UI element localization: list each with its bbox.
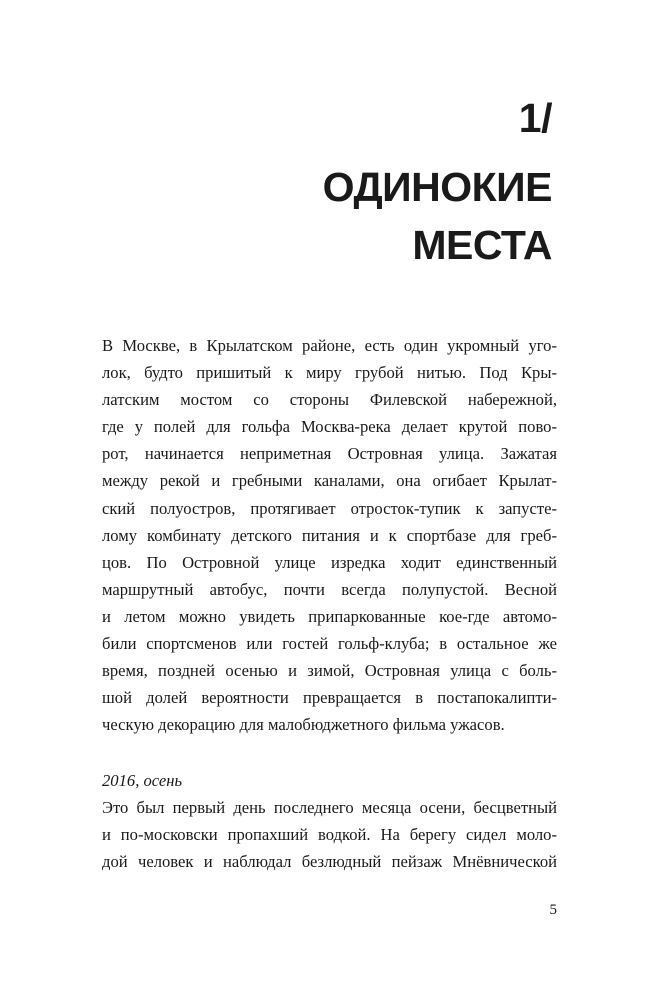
text-line: и летом можно увидеть припаркованные кое-где автомо- <box>102 606 557 626</box>
text-line: между рекой и гребными каналами, она огибает Крылат- <box>102 471 557 491</box>
text-line: латским мостом со стороны Филевской набережной, <box>102 390 557 410</box>
text-line: ческую декорацию для малобюджетного фильма ужасов. <box>102 715 505 735</box>
text-line: ский полуостров, протягивает отросток-тупик к запусте- <box>102 498 557 518</box>
text-line: лок, будто пришитый к миру грубой нитью. Под Кры- <box>102 363 557 383</box>
dateline: 2016, осень <box>102 771 183 790</box>
text-line: В Москве, в Крылатском районе, есть один укромный уго- <box>102 336 557 355</box>
text-line: время, поздней осенью и зимой, Островная улица с боль- <box>102 661 557 681</box>
text-line: рот, начинается неприметная Островная улица. Зажатая <box>102 444 557 464</box>
paragraph-story <box>102 794 557 875</box>
text-line: лому комбинату детского питания и к спортбазе для греб- <box>102 525 557 545</box>
chapter-title-line: ОДИНОКИЕ <box>322 164 552 210</box>
paragraph-intro <box>102 332 557 738</box>
text-line: били спортсменов или гостей гольф-клуба; в остальное же <box>102 634 557 654</box>
chapter-title-line: МЕСТА <box>412 222 552 268</box>
chapter-title <box>323 158 552 274</box>
text-line: цов. По Островной улице изредка ходит единственный <box>102 552 557 572</box>
text-line: шой долей вероятности превращается в постапокалипти- <box>102 688 557 708</box>
chapter-number: 1/ <box>518 95 552 141</box>
text-line: дой человек и наблюдал безлюдный пейзаж Мнёвнической <box>102 852 557 872</box>
text-line: и по-московски пропахший водкой. На берегу сидел моло- <box>102 825 557 845</box>
text-line: маршрутный автобус, почти всегда полупустой. Весной <box>102 579 557 599</box>
text-line: Это был первый день последнего месяца осени, бесцветный <box>102 798 557 817</box>
page-number: 5 <box>549 902 557 918</box>
text-line: где у полей для гольфа Москва-река делает крутой пово- <box>102 417 557 437</box>
